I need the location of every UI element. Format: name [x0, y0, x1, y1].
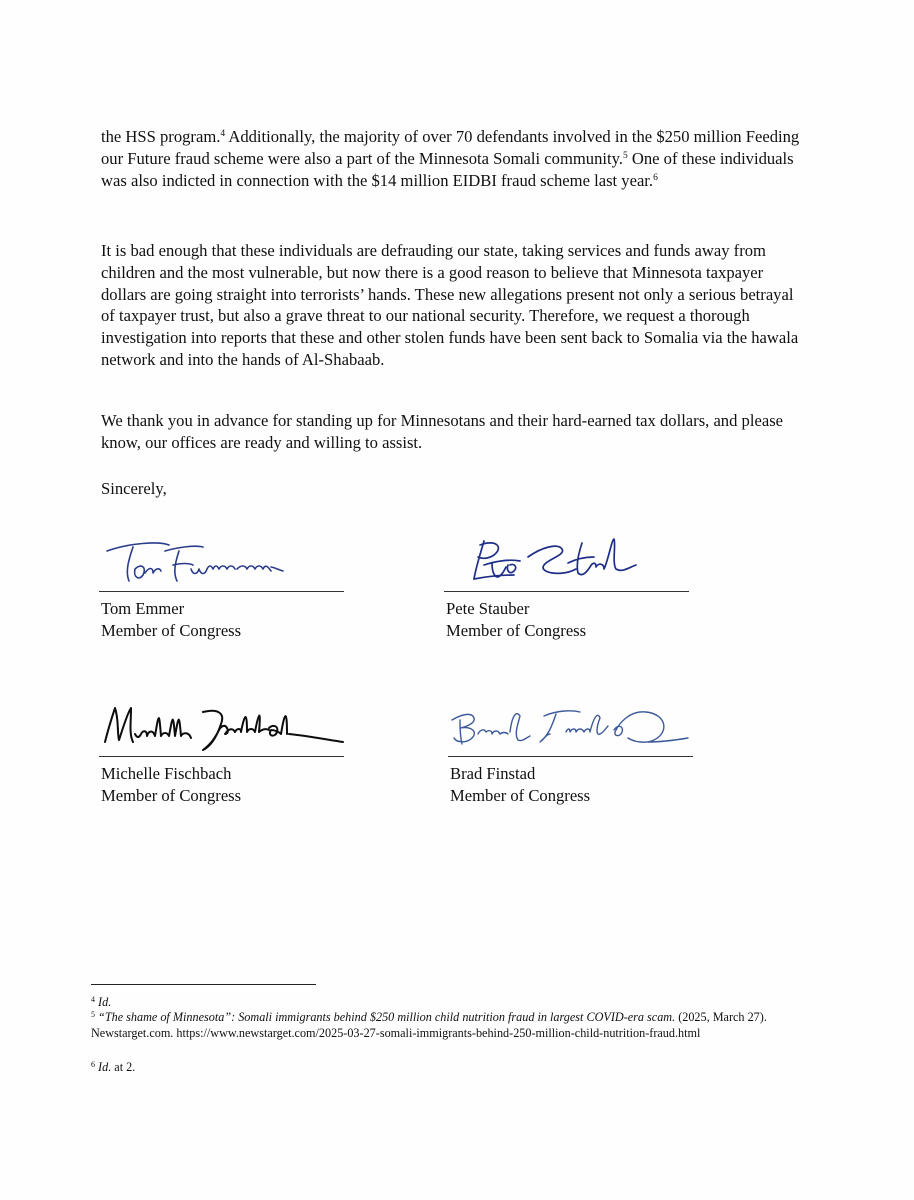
footnote-ref-4: 4: [220, 129, 226, 139]
p1-text-b: Additionally, the majority of over 70 defendants involved in the $250 million Feeding our Future fraud scheme were also a part of the Minnesota Somali community.: [101, 127, 800, 168]
signature-line: [99, 756, 344, 757]
signature-line: [448, 756, 693, 757]
footnote-number: 4: [91, 995, 95, 1004]
signer-name: Brad Finstad: [450, 764, 536, 783]
paragraph-fraud-defendants: [101, 126, 801, 191]
footnote-separator: [91, 984, 316, 985]
signature-emmer-image: [99, 535, 344, 591]
signer-name: Tom Emmer: [101, 599, 185, 618]
signer-name: Pete Stauber: [446, 599, 530, 618]
signature-fischbach-image: [99, 700, 344, 756]
signature-line: [99, 591, 344, 592]
signature-finstad-image: [448, 700, 693, 756]
p1-text-c: One of these individuals was also indicted in connection with the $14 million EIDBI fraud scheme last year.: [101, 148, 794, 190]
signer-title: Member of Congress: [450, 786, 591, 805]
footnote-article-title: “The shame of Minnesota”: Somali immigrants behind $250 million child nutrition fraud in largest COVID-era scam.: [98, 1010, 676, 1024]
signer-title: Member of Congress: [446, 621, 587, 640]
footnote-ref-5: 5: [622, 150, 628, 161]
signer-title: Member of Congress: [101, 621, 242, 640]
paragraph-thanks: We thank you in advance for standing up for Minnesotans and their hard-earned tax dollars, and please know, our offices are ready and willing to assist.: [101, 411, 784, 452]
signature-stauber-image: [444, 535, 689, 591]
paragraph-investigation-request: It is bad enough that these individuals are defrauding our state, taking services and funds away from children and the most vulnerable, but now there is a good reason to believe that Minnesota taxpayer dollars are going straight into terrorists’ hands. These new allegations present not only a serious betrayal of taxpayer trust, but also a grave threat to our national security. Therefore, we request a thorough investigation into reports that these and other stolen funds have been sent back to Somalia via the hawala network and into the hands of Al-Shabaab.: [101, 241, 799, 369]
closing-salutation: Sincerely,: [101, 479, 167, 498]
footnote-number: 6: [91, 1060, 95, 1069]
signature-line: [444, 591, 689, 592]
footnote-text: Id.: [98, 995, 112, 1009]
footnote-number: 5: [91, 1010, 95, 1019]
footnote-id: Id.: [98, 1060, 112, 1074]
footnote-5: [91, 1007, 811, 1041]
footnote-ref-6: 6: [653, 172, 658, 183]
p1-text-a: the HSS program.: [101, 127, 221, 146]
footnote-citation: (2025, March 27). Newstarget.com. https://www.newstarget.com/2025-03-27-somali-immigrants-behind-250-million-child-nutrition-fraud.html: [91, 1010, 767, 1040]
signer-title: Member of Congress: [101, 786, 242, 805]
footnote-text: at 2.: [111, 1060, 136, 1074]
footnote-6: [91, 1057, 811, 1076]
signer-name: Michelle Fischbach: [101, 764, 232, 783]
